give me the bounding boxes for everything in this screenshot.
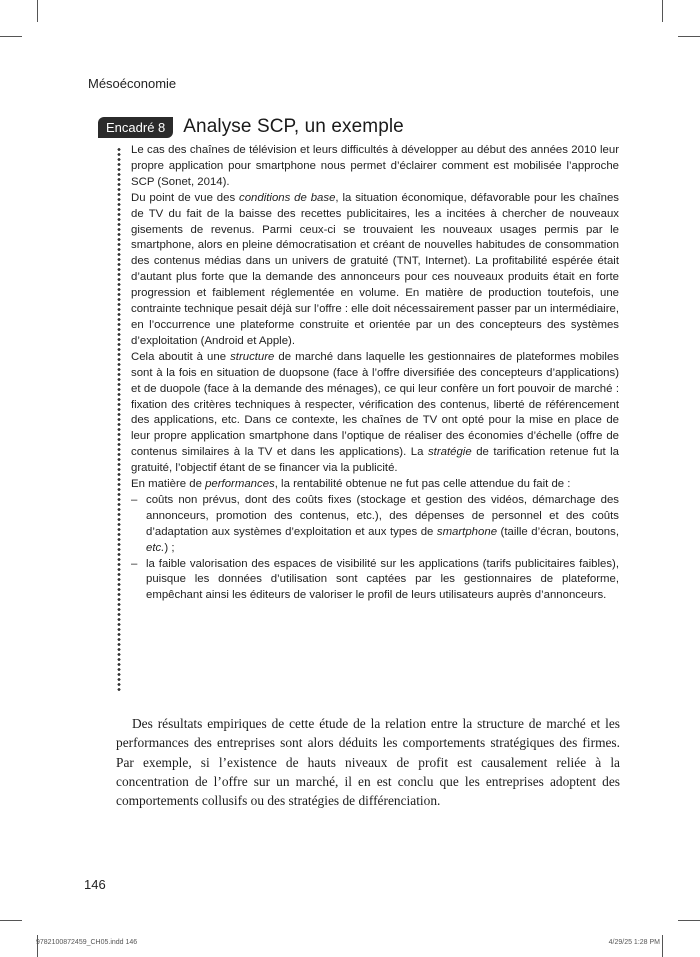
box-body: [131, 143, 619, 604]
crop-mark-right-lower: [678, 920, 700, 921]
crop-mark-left-upper: [0, 36, 22, 37]
crop-mark-right-upper: [678, 36, 700, 37]
main-paragraph: Des résultats empiriques de cette étude de la relation entre la structure de marché et les performances des entreprises sont alors déduits les comportements stratégiques des firmes. Par exemple, si l’existence de hauts niveaux de profit est causalement reliée à la concentration de l’offre sur un marché, il en est conclu que les entreprises adoptent des comportements collusifs ou des stratégies de différenciation.: [116, 716, 620, 809]
box-paragraph-performances: En matière de performances, la rentabilité obtenue ne fut pas celle attendue du fait de :: [131, 478, 571, 491]
crop-mark-left-lower: [0, 920, 22, 921]
running-header: Mésoéconomie: [88, 76, 177, 91]
box-list: [131, 493, 619, 604]
crop-mark-top-right: [662, 0, 663, 22]
list-item: – coûts non prévus, dont des coûts fixes (stockage et gestion des vidéos, démarchage des annonceurs, promotion des contenus, etc.), des dépenses de personnel et des coûts d’adaptation aux systèmes d’exploitation et aux types de smartphone (taille d’écran, boutons, etc.) ;: [131, 493, 619, 557]
box-paragraph-intro: Le cas des chaînes de télévision et leurs difficultés à développer au début des années 2010 leur propre application pour smartphone nous permet d’éclairer comment est mobilisée l’approche SCP (Sonet, 2014).: [131, 144, 619, 188]
footer-file-slug: 9782100872459_CH05.indd 146: [36, 939, 138, 946]
box-title: Analyse SCP, un exemple: [183, 116, 404, 137]
crop-mark-bottom-right: [662, 935, 663, 957]
box-heading: [98, 116, 404, 138]
box-badge: Encadré 8: [98, 117, 173, 138]
box-paragraph-conditions: Du point de vue des conditions de base, la situation économique, défavorable pour les chaînes de TV du fait de la baisse des recettes publicitaires, les a incitées à chercher de nouveaux gisements de revenus. Parmi ceux-ci se trouvaient les nouveaux usages permis par le smartphone, alors en pleine démocratisation et créant de nouvelles habitudes de consommation des contenus médias dans un univers de gratuité (TNT, Internet). La profitabilité espérée était d’autant plus forte que la demande des annonceurs pour ces nouveaux produits était en forte progression et faiblement réglementée en volume. En matière de production toutefois, une contrainte technique pesait déjà sur l’offre : elle doit nécessairement passer par un intermédiaire, en l’occurrence une plateforme construite et orientée par un des concepteurs des systèmes d’exploitation (Android et Apple).: [131, 191, 619, 347]
dotted-border: [117, 147, 121, 692]
box-paragraph-structure: Cela aboutit à une structure de marché dans laquelle les gestionnaires de plateformes mobiles sont à la fois en situation de duopsone (face à l’offre diversifiée des concepteurs d’applications) et de duopole (face à la demande des ménages), ce qui leur confère un fort pouvoir de marché : fixation des critères techniques à respecter, vérification des contenus, liberté de référencement des applications, etc. Dans ce contexte, les chaînes de TV ont opté pour la mise en place de leur propre application smartphone dans l’optique de réaliser des économies d’échelle (offre de contenus similaires à la TV et dans les applications). La stratégie de tarification retenue fut la gratuité, l’objectif étant de se financer via la publicité.: [131, 350, 620, 475]
footer-timestamp: 4/29/25 1:28 PM: [608, 939, 660, 946]
page-number: 146: [84, 877, 106, 892]
crop-mark-top-left: [37, 0, 38, 22]
list-item: – la faible valorisation des espaces de visibilité sur les applications (tarifs publicitaires faibles), puisque les données d’utilisation sont captées par les gestionnaires de plateforme, empêchant ainsi les éditeurs de valoriser le profil de leurs utilisateurs auprès d’annonceurs.: [131, 557, 619, 605]
